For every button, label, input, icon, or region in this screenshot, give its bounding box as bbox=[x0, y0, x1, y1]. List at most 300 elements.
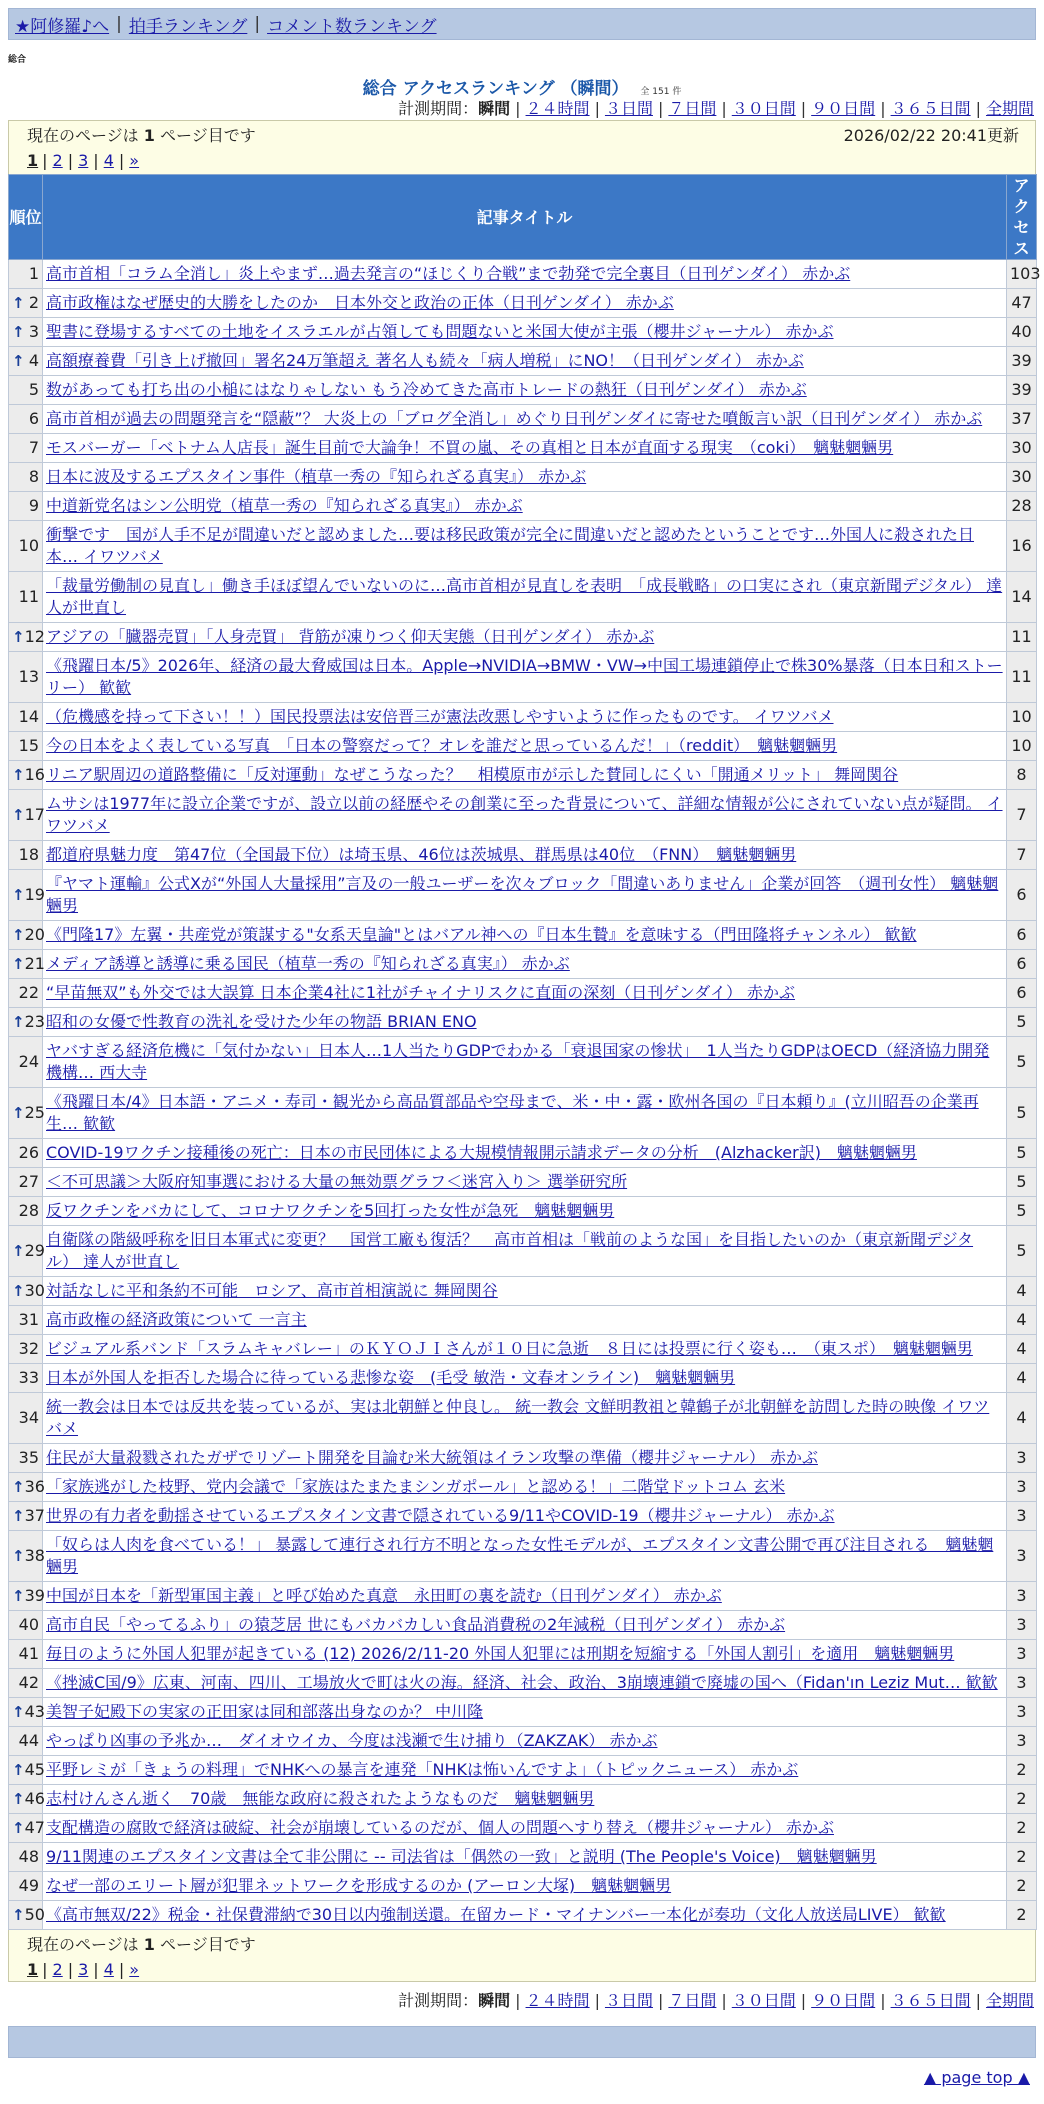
page-separator: | bbox=[118, 1960, 125, 1979]
page-separator: | bbox=[42, 1960, 48, 1979]
rank-cell bbox=[9, 950, 43, 979]
col-title-header: 記事タイトル bbox=[43, 175, 1007, 260]
page-link[interactable]: 4 bbox=[103, 1960, 114, 1979]
col-access-header: アクセス bbox=[1007, 175, 1037, 260]
table-row bbox=[9, 1335, 1037, 1364]
period-option-link[interactable]: ２４時間 bbox=[525, 1991, 590, 2010]
article-title-link[interactable]: 平野レミが「きょうの料理」でNHKへの暴言を連発「NHKは怖いんですよ」（トピックニュース） 赤かぶ bbox=[46, 1760, 799, 1779]
title-cell bbox=[43, 1335, 1007, 1364]
access-count: 30 bbox=[1007, 434, 1037, 463]
page-link[interactable]: 2 bbox=[52, 1960, 63, 1979]
rank-cell bbox=[9, 703, 43, 732]
rank-cell bbox=[9, 870, 43, 921]
up-arrow-icon: ↑ bbox=[12, 1587, 25, 1605]
article-title-link[interactable]: 《挫滅C国/9》広東、河南、四川、工場放火で町は火の海。経済、社会、政治、3崩壊連鎖で廃墟の国へ（Fidan'ın Leziz Mut… 歓歓 bbox=[46, 1673, 998, 1692]
article-title-link[interactable]: 日本に波及するエプスタイン事件（植草一秀の『知られざる真実』） 赤かぶ bbox=[46, 467, 587, 486]
rank-number: 1 bbox=[28, 264, 39, 283]
article-title-link[interactable]: 自衛隊の階級呼称を旧日本軍式に変更？ 国営工廠も復活？ 高市首相は「戦前のような国」を目指したいのか（東京新聞デジタル） 達人が世直し bbox=[46, 1230, 974, 1271]
rank-number: 14 bbox=[18, 707, 39, 726]
access-count: 3 bbox=[1007, 1582, 1037, 1611]
article-title-link[interactable]: 中道新党名はシン公明党（植草一秀の『知られざる真実』） 赤かぶ bbox=[46, 496, 523, 515]
table-row bbox=[9, 652, 1037, 703]
table-row bbox=[9, 405, 1037, 434]
rank-cell bbox=[9, 1582, 43, 1611]
period-option-link[interactable]: ３日間 bbox=[604, 1991, 653, 2010]
next-page-link[interactable]: » bbox=[129, 151, 140, 170]
ranking-table bbox=[8, 174, 1041, 1930]
access-count: 6 bbox=[1007, 921, 1037, 950]
title-cell bbox=[43, 1037, 1007, 1088]
article-title-link[interactable]: 高市政権の経済政策について 一言主 bbox=[46, 1310, 307, 1329]
title-cell bbox=[43, 1226, 1007, 1277]
ranking-table-body bbox=[9, 260, 1041, 1930]
access-count: 47 bbox=[1007, 289, 1037, 318]
up-arrow-icon: ↑ bbox=[12, 1790, 25, 1808]
rank-cell bbox=[9, 1901, 43, 1930]
article-title-link[interactable]: モスバーガー「ベトナム人店長」誕生目前で大論争！不買の嵐、その真相と日本が直面する現実 （coki） 魑魅魍魎男 bbox=[46, 438, 894, 457]
rank-cell bbox=[9, 1226, 43, 1277]
current-page: 1 bbox=[27, 1960, 39, 1979]
title-cell bbox=[43, 1582, 1007, 1611]
article-title-link[interactable]: 《飛躍日本/4》日本語・アニメ・寿司・観光から高品質部品や空母まで、米・中・露・欧州各国の『日本頼り』(立川昭吾の企業再生… 歓歓 bbox=[46, 1092, 979, 1133]
table-row bbox=[9, 623, 1037, 652]
rank-cell bbox=[9, 1640, 43, 1669]
article-title-link[interactable]: 9/11関連のエプスタイン文書は全て非公開に -- 司法省は「偶然の一致」と説明 (The People's Voice) 魑魅魍魎男 bbox=[46, 1847, 877, 1866]
clap-ranking-link[interactable]: 拍手ランキング bbox=[128, 16, 248, 37]
table-row bbox=[9, 950, 1037, 979]
article-title-link[interactable]: COVID-19ワクチン接種後の死亡：日本の市民団体による大規模情報開示請求データの分析 (Alzhacker訳) 魑魅魍魎男 bbox=[46, 1143, 917, 1162]
rank-number: 29 bbox=[24, 1241, 45, 1260]
rank-number: 25 bbox=[24, 1103, 45, 1122]
table-row bbox=[9, 1814, 1037, 1843]
title-cell bbox=[43, 1698, 1007, 1727]
article-title-link[interactable]: 高市首相「コラム全消し」炎上やまず…過去発言の“ほじくり合戦”まで勃発で完全裏目（日刊ゲンダイ） 赤かぶ bbox=[46, 264, 851, 283]
article-title-link[interactable]: （危機感を持って下さい！！）国民投票法は安倍晋三が憲法改悪しやすいように作ったものです。 イワツバメ bbox=[46, 707, 834, 726]
rank-cell bbox=[9, 1197, 43, 1226]
period-separator: | bbox=[657, 99, 664, 118]
article-title-link[interactable]: 「奴らは人肉を食べている！」 暴露して連行され行方不明となった女性モデルが、エプスタイン文書公開で再び注目される 魑魅魍魎男 bbox=[46, 1535, 994, 1576]
page-separator: | bbox=[93, 151, 99, 170]
article-title-link[interactable]: リニア駅周辺の道路整備に「反対運動」なぜこうなった？ 相模原市が示した賛同しにくい「開通メリット」 舞岡関谷 bbox=[46, 765, 899, 784]
article-title-link[interactable]: 反ワクチンをバカにして、コロナワクチンを5回打った女性が急死 魑魅魍魎男 bbox=[46, 1201, 615, 1220]
access-count: 5 bbox=[1007, 1008, 1037, 1037]
rank-cell bbox=[9, 1473, 43, 1502]
access-count: 5 bbox=[1007, 1088, 1037, 1139]
rank-number: 12 bbox=[24, 627, 45, 646]
article-title-link[interactable]: ムサシは1977年に設立企業ですが、設立以前の経歴やその創業に至った背景について、詳細な情報が公にされていない点が疑問。 イワツバメ bbox=[46, 794, 1003, 835]
period-option-link[interactable]: 全期間 bbox=[985, 1991, 1034, 2010]
access-count: 5 bbox=[1007, 1139, 1037, 1168]
rank-number: 42 bbox=[18, 1673, 39, 1692]
period-option-link[interactable]: 全期間 bbox=[985, 99, 1034, 118]
access-count: 30 bbox=[1007, 463, 1037, 492]
article-title-link[interactable]: ヤバすぎる経済危機に「気付かない」日本人…1人当たりGDPでわかる「衰退国家の惨状」 1人当たりGDPはOECD（経済協力開発機構… 西大寺 bbox=[46, 1041, 990, 1082]
article-title-link[interactable]: 志村けんさん逝く 70歳 無能な政府に殺されたようなものだ 魑魅魍魎男 bbox=[46, 1789, 595, 1808]
article-title-link[interactable]: 高市首相が過去の問題発言を“隠蔽”？ 大炎上の「ブログ全消し」めぐり日刊ゲンダイに寄せた噴飯言い訳（日刊ゲンダイ） 赤かぶ bbox=[46, 409, 983, 428]
rank-number: 24 bbox=[18, 1052, 39, 1071]
title-cell bbox=[43, 1197, 1007, 1226]
period-option-link[interactable]: ３６５日間 bbox=[890, 1991, 971, 2010]
article-title-link[interactable]: 支配構造の腐敗で経済は破綻、社会が崩壊しているのだが、個人の問題へすり替え（櫻井ジャーナル） 赤かぶ bbox=[46, 1818, 834, 1837]
article-title-link[interactable]: 高市自民「やってるふり」の猿芝居 世にもバカバカしい食品消費税の2年減税（日刊ゲンダイ） 赤かぶ bbox=[46, 1615, 786, 1634]
table-row bbox=[9, 1226, 1037, 1277]
rank-number: 50 bbox=[24, 1905, 45, 1924]
table-row bbox=[9, 376, 1037, 405]
rank-cell bbox=[9, 841, 43, 870]
table-row bbox=[9, 572, 1037, 623]
rank-number: 18 bbox=[18, 845, 39, 864]
rank-number: 9 bbox=[28, 496, 39, 515]
title-cell bbox=[43, 652, 1007, 703]
up-arrow-icon: ↑ bbox=[12, 352, 25, 370]
title-cell bbox=[43, 1611, 1007, 1640]
title-cell bbox=[43, 870, 1007, 921]
rank-number: 35 bbox=[18, 1448, 39, 1467]
period-option-link[interactable]: ３０日間 bbox=[731, 99, 796, 118]
rank-cell bbox=[9, 572, 43, 623]
rank-number: 43 bbox=[24, 1702, 45, 1721]
access-count: 28 bbox=[1007, 492, 1037, 521]
rank-cell bbox=[9, 1444, 43, 1473]
rank-cell bbox=[9, 1843, 43, 1872]
section-tag: 総合 bbox=[8, 55, 27, 65]
rank-cell bbox=[9, 1814, 43, 1843]
period-separator: | bbox=[975, 1991, 981, 2010]
period-selector bbox=[8, 1990, 1036, 2012]
article-title-link[interactable]: やっぱり凶事の予兆か… ダイオウイカ、今度は浅瀬で生け捕り（ZAKZAK） 赤かぶ bbox=[46, 1731, 658, 1750]
page-top-area bbox=[8, 2068, 1036, 2094]
rank-cell bbox=[9, 1393, 43, 1444]
access-count: 5 bbox=[1007, 1037, 1037, 1088]
period-separator: | bbox=[721, 1991, 727, 2010]
title-cell bbox=[43, 492, 1007, 521]
article-title-link[interactable]: 聖書に登場するすべての土地をイスラエルが占領しても問題ないと米国大使が主張（櫻井ジャーナル） 赤かぶ bbox=[46, 322, 834, 341]
table-row bbox=[9, 260, 1037, 289]
access-count: 6 bbox=[1007, 950, 1037, 979]
rank-cell bbox=[9, 1139, 43, 1168]
title-cell bbox=[43, 260, 1007, 289]
period-label: 計測期間： bbox=[398, 99, 479, 118]
up-arrow-icon: ↑ bbox=[12, 1282, 25, 1300]
article-title-link[interactable]: 「家族逃がした枝野、党内会議で「家族はたまたまシンガポール」と認める！」二階堂ドットコム 玄米 bbox=[46, 1477, 786, 1496]
access-count: 3 bbox=[1007, 1444, 1037, 1473]
rank-cell bbox=[9, 979, 43, 1008]
period-option-link[interactable]: ７日間 bbox=[668, 1991, 717, 2010]
rank-number: 34 bbox=[18, 1408, 39, 1427]
access-count: 4 bbox=[1007, 1393, 1037, 1444]
title-cell bbox=[43, 318, 1007, 347]
period-separator: | bbox=[880, 99, 886, 118]
rank-cell bbox=[9, 434, 43, 463]
article-title-link[interactable]: なぜ一部のエリート層が犯罪ネットワークを形成するのか (アーロン大塚) 魑魅魍魎男 bbox=[46, 1876, 672, 1895]
title-cell bbox=[43, 1727, 1007, 1756]
access-count: 14 bbox=[1007, 572, 1037, 623]
rank-cell bbox=[9, 1669, 43, 1698]
article-title-link[interactable]: 毎日のように外国人犯罪が起きている (12) 2026/2/11-20 外国人犯罪には刑期を短縮する「外国人割引」を適用 魑魅魍魎男 bbox=[46, 1644, 955, 1663]
rank-number: 22 bbox=[18, 983, 39, 1002]
table-row bbox=[9, 1698, 1037, 1727]
access-count: 6 bbox=[1007, 870, 1037, 921]
article-title-link[interactable]: アジアの「臓器売買」「人身売買」 背筋が凍りつく仰天実態（日刊ゲンダイ） 赤かぶ bbox=[46, 627, 655, 646]
rank-number: 45 bbox=[24, 1760, 45, 1779]
page-link[interactable]: 3 bbox=[78, 1960, 89, 1979]
article-title-link[interactable]: 美智子妃殿下の実家の正田家は同和部落出身なのか？ 中川隆 bbox=[46, 1702, 484, 1721]
access-count: 2 bbox=[1007, 1872, 1037, 1901]
rank-number: 40 bbox=[18, 1615, 39, 1634]
up-arrow-icon: ↑ bbox=[12, 294, 25, 312]
period-current: 瞬間 bbox=[478, 1991, 511, 2010]
access-count: 5 bbox=[1007, 1168, 1037, 1197]
access-count: 4 bbox=[1007, 1306, 1037, 1335]
article-title-link[interactable]: 世界の有力者を動揺させているエプスタイン文書で隠されている9/11やCOVID-19（櫻井ジャーナル） 赤かぶ bbox=[46, 1506, 835, 1525]
rank-cell bbox=[9, 463, 43, 492]
rank-number: 10 bbox=[18, 536, 39, 555]
table-row bbox=[9, 979, 1037, 1008]
article-title-link[interactable]: 「裁量労働制の見直し」働き手ほぼ望んでいないのに…高市首相が見直しを表明 「成長戦略」の口実にされ（東京新聞デジタル） 達人が世直し bbox=[46, 576, 1003, 617]
rank-cell bbox=[9, 405, 43, 434]
page-top-link[interactable]: ▲ page top ▲ bbox=[923, 2068, 1030, 2087]
period-option-link[interactable]: ３日間 bbox=[604, 99, 653, 118]
article-title-link[interactable]: 『ヤマト運輸』公式Xが“外国人大量採用”言及の一般ユーザーを次々ブロック「間違いありません」企業が回答 （週刊女性） 魑魅魍魎男 bbox=[46, 874, 999, 915]
rank-number: 27 bbox=[18, 1172, 39, 1191]
title-cell bbox=[43, 790, 1007, 841]
period-current: 瞬間 bbox=[478, 99, 511, 118]
page-link[interactable]: 4 bbox=[103, 151, 114, 170]
up-arrow-icon: ↑ bbox=[12, 1819, 25, 1837]
title-cell bbox=[43, 1139, 1007, 1168]
access-count: 3 bbox=[1007, 1698, 1037, 1727]
article-title-link[interactable]: 日本が外国人を拒否した場合に待っている悲惨な姿 (毛受 敏浩・文春オンライン) 魑魅魍魎男 bbox=[46, 1368, 736, 1387]
title-cell bbox=[43, 1306, 1007, 1335]
period-option-link[interactable]: ９０日間 bbox=[811, 1991, 876, 2010]
table-row bbox=[9, 463, 1037, 492]
title-cell bbox=[43, 761, 1007, 790]
up-arrow-icon: ↑ bbox=[12, 955, 25, 973]
table-row bbox=[9, 1364, 1037, 1393]
access-count: 3 bbox=[1007, 1640, 1037, 1669]
page-title-text: 総合 アクセスランキング （瞬間） bbox=[362, 79, 629, 99]
rank-number: 33 bbox=[18, 1368, 39, 1387]
rank-number: 5 bbox=[28, 380, 39, 399]
title-cell bbox=[43, 521, 1007, 572]
page-title bbox=[8, 74, 1036, 99]
rank-number: 30 bbox=[24, 1281, 45, 1300]
rank-cell bbox=[9, 1727, 43, 1756]
rank-cell bbox=[9, 347, 43, 376]
table-row bbox=[9, 434, 1037, 463]
home-link[interactable]: ★阿修羅♪へ bbox=[15, 16, 110, 37]
access-count: 4 bbox=[1007, 1277, 1037, 1306]
access-count: 2 bbox=[1007, 1785, 1037, 1814]
article-title-link[interactable]: メディア誘導と誘導に乗る国民（植草一秀の『知られざる真実』） 赤かぶ bbox=[46, 954, 570, 973]
article-title-link[interactable]: ＜不可思議＞大阪府知事選における大量の無効票グラフ＜迷宮入り＞ 選挙研究所 bbox=[46, 1172, 628, 1191]
title-cell bbox=[43, 1364, 1007, 1393]
up-arrow-icon: ↑ bbox=[12, 806, 25, 824]
period-option-link[interactable]: ３６５日間 bbox=[890, 99, 971, 118]
rank-cell bbox=[9, 1502, 43, 1531]
period-separator: | bbox=[594, 99, 600, 118]
access-count: 11 bbox=[1007, 623, 1037, 652]
rank-number: 21 bbox=[24, 954, 45, 973]
period-option-link[interactable]: ３０日間 bbox=[731, 1991, 796, 2010]
up-arrow-icon: ↑ bbox=[12, 1703, 25, 1721]
period-label: 計測期間： bbox=[398, 1991, 479, 2010]
rank-number: 26 bbox=[18, 1143, 39, 1162]
rank-cell bbox=[9, 376, 43, 405]
access-count: 3 bbox=[1007, 1611, 1037, 1640]
article-title-link[interactable]: 統一教会は日本では反共を装っているが、実は北朝鮮と仲良し。 統一教会 文鮮明教祖と韓鶴子が北朝鮮を訪問した時の映像 イワツバメ bbox=[46, 1397, 990, 1438]
article-title-link[interactable]: 《飛躍日本/5》2026年、経済の最大脅威国は日本。Apple→NVIDIA→BMW・VW→中国工場連鎖停止で株30%暴落（日本日和ストーリー） 歓歓 bbox=[46, 656, 1003, 697]
rank-number: 3 bbox=[28, 322, 39, 341]
rank-cell bbox=[9, 1698, 43, 1727]
table-row bbox=[9, 1785, 1037, 1814]
article-title-link[interactable]: ビジュアル系バンド「スラムキャバレー」のＫＹＯＪＩさんが１０日に急逝 ８日には投票に行く姿も… （東スポ） 魑魅魍魎男 bbox=[46, 1339, 973, 1358]
period-separator: | bbox=[515, 1991, 521, 2010]
period-option-link[interactable]: ９０日間 bbox=[811, 99, 876, 118]
rank-number: 44 bbox=[18, 1731, 39, 1750]
article-title-link[interactable]: 昭和の女優で性教育の洗礼を受けた少年の物語 BRIAN ENO bbox=[46, 1012, 477, 1031]
title-cell bbox=[43, 623, 1007, 652]
title-cell bbox=[43, 1843, 1007, 1872]
article-title-link[interactable]: 衝撃です 国が人手不足が間違いだと認めました…要は移民政策が完全に間違いだと認めたということです…外国人に殺された日本… イワツバメ bbox=[46, 525, 975, 566]
rank-cell bbox=[9, 1168, 43, 1197]
title-cell bbox=[43, 1168, 1007, 1197]
access-count: 7 bbox=[1007, 790, 1037, 841]
title-cell bbox=[43, 1669, 1007, 1698]
access-count: 3 bbox=[1007, 1502, 1037, 1531]
title-cell bbox=[43, 1872, 1007, 1901]
rank-number: 48 bbox=[18, 1847, 39, 1866]
table-row bbox=[9, 1197, 1037, 1226]
rank-number: 39 bbox=[24, 1586, 45, 1605]
access-count: 3 bbox=[1007, 1727, 1037, 1756]
rank-number: 4 bbox=[28, 351, 39, 370]
up-arrow-icon: ↑ bbox=[12, 1104, 25, 1122]
article-title-link[interactable]: “早苗無双”も外交では大誤算 日本企業4社に1社がチャイナリスクに直面の深刻（日刊ゲンダイ） 赤かぶ bbox=[46, 983, 796, 1002]
title-cell bbox=[43, 1640, 1007, 1669]
rank-number: 20 bbox=[24, 925, 45, 944]
page-separator: | bbox=[67, 151, 74, 170]
table-row bbox=[9, 1872, 1037, 1901]
table-row bbox=[9, 1727, 1037, 1756]
updated-timestamp: 2026/02/22 20:41更新 bbox=[843, 126, 1019, 145]
access-count: 40 bbox=[1007, 318, 1037, 347]
comment-ranking-link[interactable]: コメント数ランキング bbox=[267, 16, 437, 37]
article-title-link[interactable]: 対話なしに平和条約不可能 ロシア、高市首相演説に 舞岡関谷 bbox=[46, 1281, 498, 1300]
top-nav-bar bbox=[8, 8, 1036, 40]
rank-number: 11 bbox=[18, 587, 39, 606]
title-cell bbox=[43, 1901, 1007, 1930]
period-option-link[interactable]: ２４時間 bbox=[525, 99, 590, 118]
page-separator: | bbox=[118, 151, 125, 170]
rank-number: 19 bbox=[24, 885, 45, 904]
period-option-link[interactable]: ７日間 bbox=[668, 99, 717, 118]
table-row bbox=[9, 1843, 1037, 1872]
title-cell bbox=[43, 1473, 1007, 1502]
up-arrow-icon: ↑ bbox=[12, 1013, 25, 1031]
access-count: 5 bbox=[1007, 1226, 1037, 1277]
access-count: 39 bbox=[1007, 376, 1037, 405]
up-arrow-icon: ↑ bbox=[12, 1507, 25, 1525]
rank-cell bbox=[9, 623, 43, 652]
period-separator: | bbox=[721, 99, 727, 118]
article-title-link[interactable]: 中国が日本を「新型軍国主義」と呼び始めた真意 永田町の裏を読む（日刊ゲンダイ） 赤かぶ bbox=[46, 1586, 722, 1605]
article-title-link[interactable]: 都道府県魅力度 第47位（全国最下位）は埼玉県、46位は茨城県、群馬県は40位 （FNN） 魑魅魍魎男 bbox=[46, 845, 797, 864]
rank-cell bbox=[9, 1335, 43, 1364]
title-cell bbox=[43, 703, 1007, 732]
table-row bbox=[9, 492, 1037, 521]
up-arrow-icon: ↑ bbox=[12, 1242, 25, 1260]
table-row bbox=[9, 289, 1037, 318]
article-title-link[interactable]: 住民が大量殺戮されたガザでリゾート開発を目論む米大統領はイラン攻撃の準備（櫻井ジャーナル） 赤かぶ bbox=[46, 1448, 818, 1467]
article-title-link[interactable]: 今の日本をよく表している写真 「日本の警察だって？オレを誰だと思っているんだ！」（reddit） 魑魅魍魎男 bbox=[46, 736, 838, 755]
access-count: 3 bbox=[1007, 1531, 1037, 1582]
page-links bbox=[27, 149, 1019, 173]
period-separator: | bbox=[657, 1991, 664, 2010]
title-cell bbox=[43, 979, 1007, 1008]
access-count: 6 bbox=[1007, 979, 1037, 1008]
period-separator: | bbox=[800, 1991, 807, 2010]
up-arrow-icon: ↑ bbox=[12, 628, 25, 646]
title-cell bbox=[43, 1756, 1007, 1785]
article-title-link[interactable]: 高市政権はなぜ歴史的大勝をしたのか 日本外交と政治の正体（日刊ゲンダイ） 赤かぶ bbox=[46, 293, 674, 312]
title-cell bbox=[43, 1502, 1007, 1531]
table-row bbox=[9, 1611, 1037, 1640]
title-cell bbox=[43, 405, 1007, 434]
rank-number: 41 bbox=[18, 1644, 39, 1663]
pager-top bbox=[8, 120, 1036, 174]
footer-bar bbox=[8, 2026, 1036, 2058]
up-arrow-icon: ↑ bbox=[12, 323, 25, 341]
title-cell bbox=[43, 1531, 1007, 1582]
access-count: 8 bbox=[1007, 761, 1037, 790]
rank-number: 17 bbox=[24, 805, 45, 824]
up-arrow-icon: ↑ bbox=[12, 1906, 25, 1924]
title-cell bbox=[43, 347, 1007, 376]
access-count: 2 bbox=[1007, 1843, 1037, 1872]
rank-cell bbox=[9, 289, 43, 318]
title-cell bbox=[43, 921, 1007, 950]
title-cell bbox=[43, 1444, 1007, 1473]
title-cell bbox=[43, 732, 1007, 761]
page-link[interactable]: 3 bbox=[78, 151, 89, 170]
rank-cell bbox=[9, 1531, 43, 1582]
page-status: 現在のページは 1 ページ目です bbox=[27, 126, 256, 145]
next-page-link[interactable]: » bbox=[129, 1960, 140, 1979]
up-arrow-icon: ↑ bbox=[12, 926, 25, 944]
article-title-link[interactable]: 高額療養費「引き上げ撤回」署名24万筆超え 著名人も続々「病人増税」にNO！（日刊ゲンダイ） 赤かぶ bbox=[46, 351, 804, 370]
rank-cell bbox=[9, 260, 43, 289]
rank-number: 7 bbox=[28, 438, 39, 457]
table-row bbox=[9, 1168, 1037, 1197]
period-separator: | bbox=[594, 1991, 600, 2010]
rank-number: 49 bbox=[18, 1876, 39, 1895]
title-cell bbox=[43, 1785, 1007, 1814]
rank-number: 2 bbox=[28, 293, 39, 312]
rank-cell bbox=[9, 921, 43, 950]
article-title-link[interactable]: 《門隆17》左翼・共産党が策謀する"女系天皇論"とはバアル神への『日本生贄』を意味する（門田隆将チャンネル） 歓歓 bbox=[46, 925, 917, 944]
article-title-link[interactable]: 《高市無双/22》税金・社保費滞納で30日以内強制送還。在留カード・マイナンバー一本化が奏功（文化人放送局LIVE） 歓歓 bbox=[46, 1905, 946, 1924]
article-title-link[interactable]: 数があっても打ち出の小槌にはなりゃしない もう冷めてきた高市トレードの熱狂（日刊ゲンダイ） 赤かぶ bbox=[46, 380, 807, 399]
rank-cell bbox=[9, 761, 43, 790]
rank-cell bbox=[9, 732, 43, 761]
rank-cell bbox=[9, 1037, 43, 1088]
access-count: 4 bbox=[1007, 1335, 1037, 1364]
table-row bbox=[9, 1037, 1037, 1088]
page-link[interactable]: 2 bbox=[52, 151, 63, 170]
access-count: 2 bbox=[1007, 1901, 1037, 1930]
rank-cell bbox=[9, 1364, 43, 1393]
